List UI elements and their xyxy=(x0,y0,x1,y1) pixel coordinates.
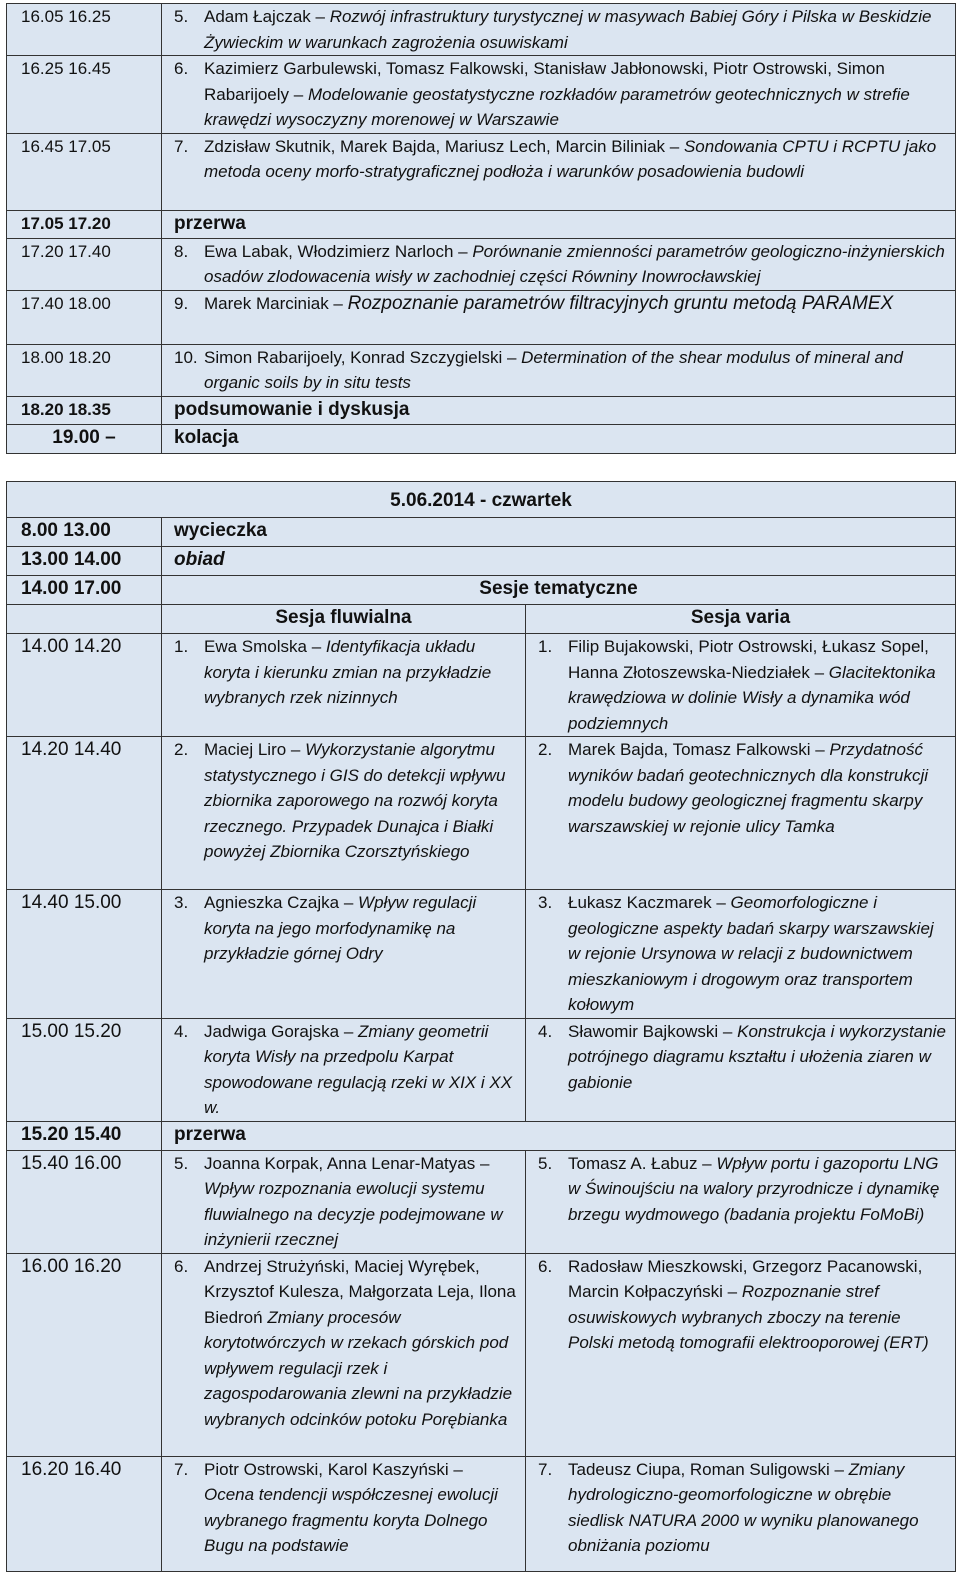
talk-number: 6. xyxy=(174,59,189,78)
talk-title: Modelowanie geostatystyczne rozkładów parametrów geotechnicznych w strefie krawędzi wysoczyzny morenowej w Warszawie xyxy=(204,84,910,129)
time-cell: 14.40 15.00 xyxy=(7,890,162,1019)
talk-authors: Joanna Korpak, Anna Lenar-Matyas – xyxy=(204,1153,490,1173)
table-row xyxy=(7,396,956,424)
session-varia-heading: Sesja varia xyxy=(526,605,956,634)
talk-cell-right xyxy=(526,1253,956,1456)
talk-number: 4. xyxy=(538,1021,553,1041)
table-row xyxy=(7,1456,956,1571)
talk-title: Rozpoznanie parametrów filtracyjnych gruntu metodą PARAMEX xyxy=(347,292,894,314)
talk-title: Porównanie zmienności parametrów geologiczno-inżynierskich osadów zlodowacenia wisły w zachodniej części Równiny Inowrocławskiej xyxy=(204,241,945,286)
talk-number: 5. xyxy=(538,1153,553,1173)
talk-cell-right xyxy=(526,890,956,1019)
talk-authors: Andrzej Strużyński, Maciej Wyrębek, Krzysztof Kulesza, Małgorzata Leja, Ilona Biedroń xyxy=(204,1256,516,1327)
talk-number: 1. xyxy=(174,637,189,656)
talk-number: 7. xyxy=(174,1459,189,1479)
talk-number: 1. xyxy=(538,637,553,656)
talk-cell-left xyxy=(162,890,526,1019)
talk-cell-left xyxy=(162,1456,526,1571)
talk-authors: Piotr Ostrowski, Karol Kaszyński – xyxy=(204,1459,463,1479)
talk-cell-left xyxy=(162,1253,526,1456)
talk-cell-left xyxy=(162,634,526,737)
break-label: przerwa xyxy=(162,210,956,238)
time-cell: 16.05 16.25 xyxy=(7,4,162,56)
time-cell: 16.25 16.45 xyxy=(7,56,162,134)
day2-schedule-table xyxy=(6,481,956,1572)
talk-title: Wpływ regulacji koryta na jego morfodynamikę na przykładzie górnej Odry xyxy=(204,893,477,963)
talk-authors: Simon Rabarijoely, Konrad Szczygielski – xyxy=(204,347,522,367)
talk-authors: Łukasz Kaczmarek – xyxy=(568,893,731,912)
time-cell: 19.00 – xyxy=(7,424,162,453)
table-row xyxy=(7,1150,956,1253)
table-row xyxy=(7,290,956,344)
break-label: przerwa xyxy=(162,1121,956,1150)
discussion-label: podsumowanie i dyskusja xyxy=(162,396,956,424)
talk-cell-left xyxy=(162,1150,526,1253)
talk-number: 2. xyxy=(174,740,189,759)
talk-number: 3. xyxy=(538,893,553,912)
sessions-heading: Sesje tematyczne xyxy=(162,576,956,605)
talk-number: 5. xyxy=(174,1153,189,1173)
talk-title: Zmiany procesów korytotwórczych w rzekach górskich pod wpływem regulacji rzek i zagospodarowania zlewni na przykładzie wybranych odcinków potoku Porębianka xyxy=(204,1307,513,1429)
time-cell: 8.00 13.00 xyxy=(7,518,162,547)
talk-title: Identyfikacja układu koryta i kierunku zmian na przykładzie wybranych rzek nizinnych xyxy=(204,637,492,707)
table-row xyxy=(7,518,956,547)
time-cell: 16.45 17.05 xyxy=(7,133,162,210)
talk-number: 4. xyxy=(174,1021,189,1041)
table-row xyxy=(7,1253,956,1456)
table-row xyxy=(7,210,956,238)
talk-authors: Kazimierz Garbulewski, Tomasz Falkowski, Stanisław Jabłonowski, Piotr Ostrowski, Simon Rabarijoely – xyxy=(204,59,885,104)
day-date: 5.06.2014 - czwartek xyxy=(7,482,956,518)
talk-authors: Marek Marciniak – xyxy=(204,293,348,313)
talk-title: Konstrukcja i wykorzystanie potrójnego diagramu kształtu i ułożenia ziaren w gabionie xyxy=(568,1021,946,1092)
time-cell: 16.00 16.20 xyxy=(7,1253,162,1456)
talk-cell-left xyxy=(162,737,526,890)
table-row xyxy=(7,424,956,453)
talk-number: 10. xyxy=(174,347,198,367)
time-cell: 14.20 14.40 xyxy=(7,737,162,890)
time-cell: 18.00 18.20 xyxy=(7,344,162,396)
talk-authors: Maciej Liro – xyxy=(204,740,306,759)
time-cell: 17.20 17.40 xyxy=(7,238,162,290)
talk-authors: Sławomir Bajkowski – xyxy=(568,1021,738,1041)
table-row xyxy=(7,547,956,576)
time-cell: 15.00 15.20 xyxy=(7,1018,162,1121)
talk-number: 6. xyxy=(538,1256,553,1276)
talk-title: Sondowania CPTU i RCPTU jako metoda oceny morfo-stratygraficznej podłoża i warunków posadowienia budowli xyxy=(204,136,937,181)
table-row xyxy=(7,4,956,56)
talk-title: Przydatność wyników badań geotechnicznych dla konstrukcji modelu budowy geologicznej fragmentu skarpy warszawskiej w rejonie ulicy Tamka xyxy=(568,740,929,836)
talk-title: Rozwój infrastruktury turystycznej w masywach Babiej Góry i Pilska w Beskidzie Żywieckim w warunkach zagrożenia osuwiskami xyxy=(204,7,932,52)
time-cell: 13.00 14.00 xyxy=(7,547,162,576)
table-row xyxy=(7,56,956,134)
talk-cell-right xyxy=(526,1018,956,1121)
talk-authors: Tomasz A. Łabuz – xyxy=(568,1153,717,1173)
talk-title: Glacitektonika krawędziowa w dolinie Wisły a dynamika wód podziemnych xyxy=(568,662,936,733)
talk-number: 3. xyxy=(174,893,189,912)
talk-authors: Adam Łajczak – xyxy=(204,7,330,26)
time-cell: 16.20 16.40 xyxy=(7,1456,162,1571)
talk-cell-right xyxy=(526,634,956,737)
table-row xyxy=(7,737,956,890)
table-row xyxy=(7,344,956,396)
time-cell: 14.00 17.00 xyxy=(7,576,162,605)
table-row xyxy=(7,238,956,290)
table-row xyxy=(7,133,956,210)
talk-number: 7. xyxy=(174,136,189,156)
talk-authors: Marek Bajda, Tomasz Falkowski – xyxy=(568,740,830,759)
talk-cell xyxy=(162,344,956,396)
table-row xyxy=(7,576,956,605)
lunch-label: obiad xyxy=(162,547,956,576)
session-fluvial-heading: Sesja fluwialna xyxy=(162,605,526,634)
talk-cell-right xyxy=(526,1456,956,1571)
date-row xyxy=(7,482,956,518)
talk-cell xyxy=(162,4,956,56)
talk-authors: Zdzisław Skutnik, Marek Bajda, Mariusz Lech, Marcin Biliniak – xyxy=(204,136,684,156)
time-cell: 17.40 18.00 xyxy=(7,290,162,344)
talk-number: 2. xyxy=(538,740,553,759)
empty-cell xyxy=(7,605,162,634)
talk-title: Rozpoznanie stref osuwiskowych wybranych zboczy na terenie Polski metodą tomografii elektrooporowej (ERT) xyxy=(568,1282,929,1352)
talk-cell-right xyxy=(526,737,956,890)
talk-title: Ocena tendencji współczesnej ewolucji wybranego fragmentu koryta Dolnego Bugu na podstawie xyxy=(204,1485,498,1555)
talk-number: 5. xyxy=(174,7,189,26)
talk-authors: Tadeusz Ciupa, Roman Suligowski – xyxy=(568,1459,849,1479)
time-cell: 14.00 14.20 xyxy=(7,634,162,737)
talk-cell xyxy=(162,56,956,134)
talk-title: Geomorfologiczne i geologiczne aspekty badań skarpy warszawskiej w rejonie Ursynowa w relacji z budownictwem mieszkaniowym i drogowym oraz transportem kołowym xyxy=(568,893,934,1014)
talk-authors: Jadwiga Gorajska – xyxy=(204,1021,359,1041)
time-cell: 15.20 15.40 xyxy=(7,1121,162,1150)
talk-number: 9. xyxy=(174,293,189,313)
talk-cell-left xyxy=(162,1018,526,1121)
table-row xyxy=(7,634,956,737)
dinner-label: kolacja xyxy=(162,424,956,453)
talk-title: Wpływ rozpoznania ewolucji systemu fluwialnego na decyzje podejmowane w inżynierii rzecznej xyxy=(204,1179,503,1249)
talk-cell xyxy=(162,133,956,210)
talk-authors: Radosław Mieszkowski, Grzegorz Pacanowski, Marcin Kołpaczyński – xyxy=(568,1256,923,1301)
talk-title: Determination of the shear modulus of mineral and organic soils by in situ tests xyxy=(204,347,903,392)
time-cell: 17.05 17.20 xyxy=(7,210,162,238)
talk-title: Zmiany hydrologiczno-geomorfologiczne w obrębie siedlisk NATURA 2000 w wyniku planowanego obniżania poziomu xyxy=(568,1459,919,1555)
talk-authors: Agnieszka Czajka – xyxy=(204,893,359,912)
table-row xyxy=(7,1018,956,1121)
talk-number: 6. xyxy=(174,1256,189,1276)
talk-title: Zmiany geometrii koryta Wisły na przedpolu Karpat spowodowane regulacją rzeki w XIX i XX w. xyxy=(204,1021,513,1117)
talk-cell xyxy=(162,290,956,344)
excursion-label: wycieczka xyxy=(162,518,956,547)
talk-title: Wykorzystanie algorytmu statystycznego i GIS do detekcji wpływu zbiornika zaporowego na rozwój koryta rzecznego. Przypadek Dunajca i Białki powyżej Zbiornika Czorsztyńskiego xyxy=(204,740,506,861)
day1-schedule-table xyxy=(6,3,956,454)
talk-cell xyxy=(162,238,956,290)
table-row xyxy=(7,605,956,634)
talk-authors: Ewa Smolska – xyxy=(204,637,326,656)
table-row xyxy=(7,1121,956,1150)
time-cell: 15.40 16.00 xyxy=(7,1150,162,1253)
time-cell: 18.20 18.35 xyxy=(7,396,162,424)
talk-authors: Ewa Labak, Włodzimierz Narloch – xyxy=(204,241,473,261)
talk-cell-right xyxy=(526,1150,956,1253)
table-row xyxy=(7,890,956,1019)
talk-title: Wpływ portu i gazoportu LNG w Świnoujściu na walory przyrodnicze i dynamikę brzegu wydmowego (badania projektu FoMoBi) xyxy=(568,1153,940,1224)
talk-authors: Filip Bujakowski, Piotr Ostrowski, Łukasz Sopel, Hanna Złotoszewska-Niedziałek – xyxy=(568,637,929,682)
talk-number: 7. xyxy=(538,1459,553,1479)
talk-number: 8. xyxy=(174,241,189,261)
